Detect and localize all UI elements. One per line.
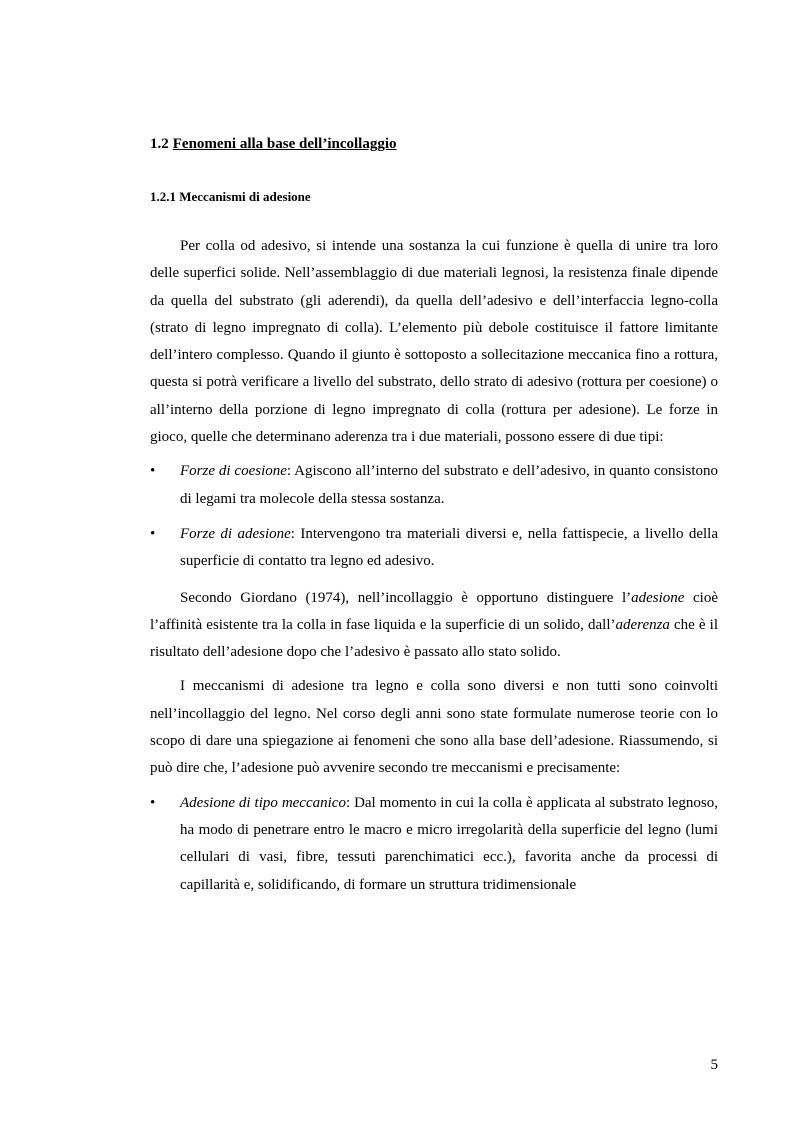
bullet-icon: • (150, 794, 156, 811)
list-item (150, 458, 718, 513)
paragraph-text: cioè l’affinità esistente tra la colla in fase liquida e la superficie di un solido, dall’ (150, 589, 718, 633)
bullet-icon: • (150, 463, 156, 480)
list-item-text: : Agiscono all’interno del substrato e dell’adesivo, in quanto consistono di legami tra molecole della stessa sostanza. (180, 463, 718, 507)
subsection-heading (150, 183, 718, 211)
list-item-term: Forze di adesione (180, 525, 291, 542)
subsection-number: 1.2.1 (150, 189, 176, 204)
paragraph-text: Secondo Giordano (1974), nell’incollaggio è opportuno distinguere l’ (180, 589, 632, 606)
forces-list (150, 458, 718, 575)
paragraph-mechanisms: I meccanismi di adesione tra legno e colla sono diversi e non tutti sono coinvolti nell’incollaggio del legno. Nel corso degli anni sono state formulate numerose teorie con lo scopo di dare una spiegazione ai fenomeni che sono alla base dell’adesione. Riassumendo, si può dire che, l’adesione può avvenire secondo tre meccanismi e precisamente: (150, 678, 718, 777)
section-number: 1.2 (150, 136, 169, 152)
mechanisms-list (150, 790, 718, 899)
list-item-term: Forze di coesione (180, 463, 287, 480)
list-item-text: : Dal momento in cui la colla è applicata al substrato legnoso, ha modo di penetrare entro le macro e micro irregolarità della superficie del legno (lumi cellulari di vasi, fibre, tessuti parenchimatici ecc.), favorita anche da processi di capillarità e, solidificando, di formare un struttura tridimensionale (180, 794, 718, 893)
list-item-term: Adesione di tipo meccanico (180, 794, 346, 811)
paragraph-giordano (150, 585, 718, 667)
list-item-text: : Intervengono tra materiali diversi e, nella fattispecie, a livello della superficie di contatto tra legno ed adesivo. (180, 525, 719, 570)
list-item (150, 790, 718, 899)
paragraph-intro: Per colla od adesivo, si intende una sostanza la cui funzione è quella di unire tra loro delle superfici solide. Nell’assemblaggio di due materiali legnosi, la resistenza finale dipende da quella del substrato (gli aderendi), da quella dell’adesivo e dell’interfaccia legno-colla (strato di legno impregnato di colla). L’elemento più debole costituisce il fattore limitante dell’intero complesso. Quando il giunto è sottoposto a sollecitazione meccanica fino a rottura, questa si potrà verificare a livello del substrato, dello strato di adesivo (rottura per coesione) o all’interno della porzione di legno impregnato di colla (rottura per adesione). Le forze in gioco, quelle che determinano aderenza tra i due materiali, possono essere di due tipi: (150, 238, 718, 446)
emphasis-term: adesione (631, 589, 685, 606)
page-body (150, 130, 718, 908)
subsection-title: Meccanismi di adesione (179, 189, 311, 204)
emphasis-term: aderenza (615, 616, 670, 633)
paragraph-text: che è il risultato dell’adesione dopo che l’adesivo è passato allo stato solido. (150, 616, 718, 661)
list-item (150, 521, 718, 576)
page-number: 5 (710, 1057, 718, 1073)
section-heading (150, 130, 718, 158)
section-title: Fenomeni alla base dell’incollaggio (172, 136, 397, 152)
bullet-icon: • (150, 525, 156, 542)
